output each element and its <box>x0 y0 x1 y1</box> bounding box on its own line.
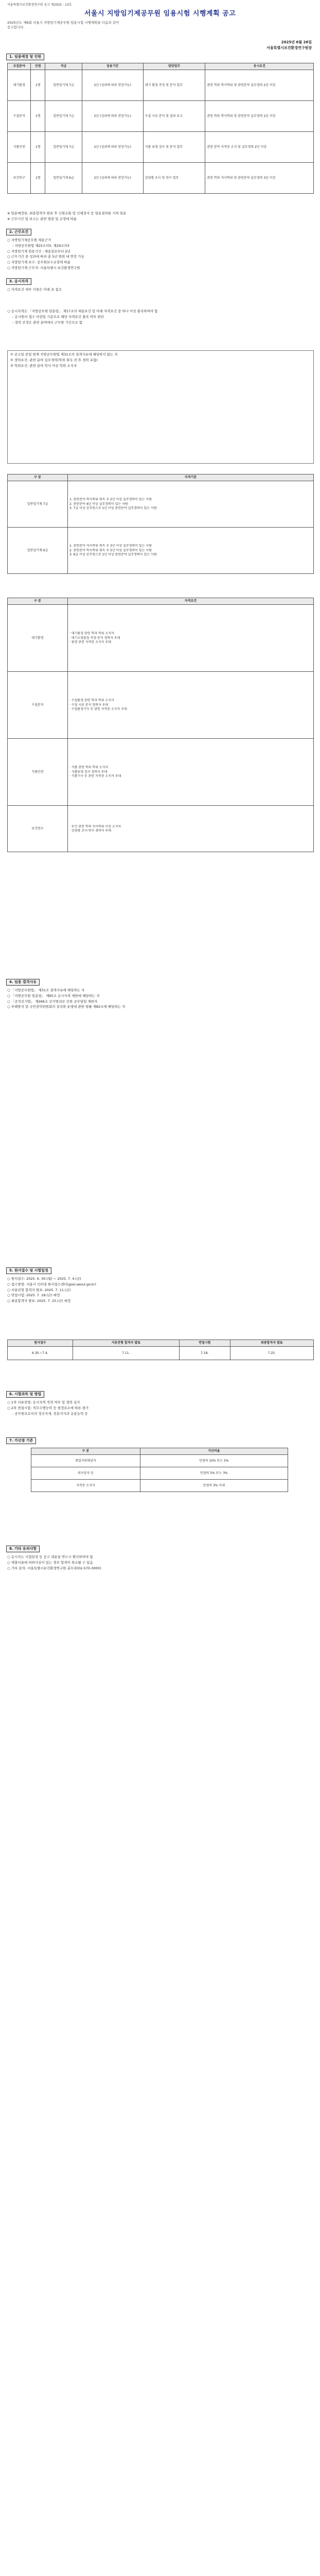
table-row <box>31 1467 288 1480</box>
table-row <box>31 1480 288 1492</box>
disqualify-line: ○ 「지방공무원법」 제31조 결격사유에 해당하는 자 <box>7 988 85 992</box>
field-cell: 수질분석 <box>8 672 68 739</box>
table-row <box>8 739 314 806</box>
table-header-row <box>31 1448 288 1455</box>
count-cell: 1명 <box>31 101 45 132</box>
table-row <box>8 101 314 132</box>
criteria-line: 3. 6급 이상 공무원으로 1년 이상 관련분야 실무경력이 있는 사람 <box>69 552 157 556</box>
field-cell: 수질분석 <box>8 101 31 132</box>
grade-cell: 일반임기제 7급 <box>8 481 68 528</box>
condition-line: ○ 지방임기제 임용기간 : 채용일로부터 2년 <box>7 249 70 253</box>
table-header-row <box>8 474 314 481</box>
col-header: 임용기간 <box>82 63 143 70</box>
grade-cell: 일반임기제 7급 <box>45 101 82 132</box>
exam-line: - 공무원으로서의 정신자세, 전문지식과 응용능력 등 <box>12 1411 88 1416</box>
schedule-cell: 6.30.~7.4. <box>8 1347 73 1360</box>
section-schedule-heading <box>6 1267 51 1274</box>
req-cell: 관련 학과 석사학위 및 관련분야 실무경력 3년 이상 <box>205 163 314 194</box>
col-header: 자격요건 <box>68 598 314 605</box>
section-positions-heading <box>6 54 44 60</box>
req-line: · 수질환경 관련 학과 학위 소지자 <box>69 699 114 703</box>
table-header-row <box>8 1340 314 1347</box>
section-title: 8. 기타 유의사항 <box>6 1546 40 1552</box>
req-line: · 감염병 조사·연구 경력자 우대 <box>69 828 111 833</box>
section-title: 2. 근무조건 <box>6 229 31 235</box>
field-cell: 식품안전 <box>8 739 68 806</box>
notice-date: 2025년 6월 26일 <box>281 40 312 44</box>
criteria-cell <box>68 481 314 528</box>
duty-cell: 대기 환경 측정 및 분석 업무 <box>143 70 205 101</box>
duty-cell: 감염병 조사 및 연구 업무 <box>143 163 205 194</box>
criteria-cell <box>68 528 314 574</box>
req-cell: 관련 학과 학사학위 및 관련분야 실무경력 2년 이상 <box>205 70 314 101</box>
table-row <box>8 672 314 739</box>
col-header: 서류전형 합격자 발표 <box>73 1340 179 1347</box>
table-row <box>8 70 314 101</box>
disqualify-line: ○ 「공직선거법」 제266조 선거범죄로 인한 공무담임 제한자 <box>7 999 98 1004</box>
page-title: 서울시 지방임기제공무원 임용시험 시행계획 공고 <box>84 10 236 18</box>
count-cell: 1명 <box>31 132 45 163</box>
schedule-line: ○ 최종합격자 발표: 2025. 7. 25.(금) 예정 <box>7 1299 71 1303</box>
section-title: 6. 시험과목 및 방법 <box>6 1391 44 1398</box>
period-cell: 2년 (성과에 따라 연장가능) <box>82 101 143 132</box>
period-cell: 2년 (성과에 따라 연장가능) <box>82 132 143 163</box>
grade-cell: 일반임기제 7급 <box>45 70 82 101</box>
qualification-table <box>7 474 314 574</box>
section-exam-heading <box>6 1391 44 1398</box>
qualification-intro <box>7 287 314 293</box>
schedule-table <box>7 1340 314 1360</box>
bonus-table <box>31 1448 288 1492</box>
notice-number: 서울특별시보건환경연구원 공고 제2025 - 13호 <box>7 3 72 7</box>
section-title: 3. 응시자격 <box>6 278 31 285</box>
schedule-line: ○ 서류전형 합격자 발표: 2025. 7. 11.(금) <box>7 1287 71 1292</box>
qual-line: ○ 자격요건 세부 사항은 아래 표 참조 <box>7 287 62 292</box>
period-cell: 2년 (성과에 따라 연장가능) <box>82 70 143 101</box>
table-header-row <box>8 598 314 605</box>
duty-cell: 수질 시료 분석 및 결과 보고 <box>143 101 205 132</box>
bonus-type-cell: 의사상자 등 <box>31 1467 140 1480</box>
exam-list <box>7 1400 314 1417</box>
bonus-type-cell: 자격증 소지자 <box>31 1480 140 1492</box>
col-header: 구 분 <box>31 1448 140 1455</box>
schedule-line: ○ 면접시험: 2025. 7. 18.(금) 예정 <box>7 1293 60 1298</box>
req-line: · 환경 관련 자격증 소지자 우대 <box>69 640 111 644</box>
section-bonus-heading <box>6 1437 36 1444</box>
condition-line: ○ 지방임기제 근무지: 서울특별시 보건환경연구원 <box>7 265 80 270</box>
section-disqualify-heading <box>6 979 40 986</box>
qual-line: - 경력 산정은 관련 분야에서 근무한 기간으로 함 <box>12 320 83 325</box>
criteria-line: 1. 관련분야 석사학위 취득 후 3년 이상 실무경력이 있는 사람 <box>69 544 152 548</box>
table-notes <box>7 211 314 223</box>
section-title: 5. 원서접수 및 시험일정 <box>6 1267 51 1274</box>
col-header: 담당업무 <box>143 63 205 70</box>
bonus-type-cell: 취업지원대상자 <box>31 1455 140 1467</box>
count-cell: 1명 <box>31 163 45 194</box>
qual-line: ② 경력요건: 관련 분야 실무경력(학위 취득 전·후 경력 포함) <box>10 358 98 362</box>
table-row <box>31 1455 288 1467</box>
col-header: 최종합격자 발표 <box>230 1340 313 1347</box>
table-header-row <box>8 63 314 70</box>
condition-line: - 지방공무원법 제25조의5, 제29조의3 <box>12 243 69 248</box>
field-cell: 대기환경 <box>8 70 31 101</box>
positions-table <box>7 63 314 194</box>
col-header: 인원 <box>31 63 45 70</box>
qual-line: ① 공고일 전일 현재 지방공무원법 제31조의 결격사유에 해당하지 않는 자 <box>10 352 118 357</box>
disqualify-line: ○ 「지방공무원 임용령」 제65조 응시자격 제한에 해당하는 자 <box>7 993 100 998</box>
schedule-cell: 7.11. <box>73 1347 179 1360</box>
qual-line: ○ 응시자격은 「지방공무원 임용령」 제17조의 채용요건 및 아래 자격요건 중 하나 이상 충족하여야 함 <box>7 309 158 313</box>
req-cell: 관련 분야 자격증 소지 및 실무경력 2년 이상 <box>205 132 314 163</box>
qual-line: ③ 학위요건: 관련 분야 학사 이상 학위 소지자 <box>10 363 77 368</box>
req-cell <box>68 739 314 806</box>
schedule-cell: 7.25. <box>230 1347 313 1360</box>
table-row <box>8 528 314 574</box>
note-line: ○ 기타 문의: 서울특별시보건환경연구원 총무과(02-570-3000) <box>7 1566 101 1570</box>
exam-line: ○ 2차 면접시험: 직무수행능력 등 평정요소에 따른 평가 <box>7 1405 89 1410</box>
condition-line: ○ 지방임기제공무원 채용근거 <box>7 238 51 242</box>
col-header: 구 분 <box>8 598 68 605</box>
qualification-box <box>7 350 314 464</box>
table-row <box>8 163 314 194</box>
req-line: · 식품위생 검사 경력자 우대 <box>69 770 108 774</box>
qual-line: - 응시원서 접수 마감일 기준으로 해당 자격요건 충족 여부 판단 <box>12 314 104 319</box>
req-cell <box>68 605 314 672</box>
count-cell: 1명 <box>31 70 45 101</box>
condition-line: ○ 근무기간 중 성과에 따라 총 5년 범위 내 연장 가능 <box>7 255 84 259</box>
schedule-line: ○ 접수방법: 서울시 인터넷 원서접수센터(gosi.seoul.go.kr) <box>7 1282 96 1286</box>
intro-line: 2025년도 제6회 서울시 지방임기제공무원 임용시험 시행계획을 다음과 같이 <box>7 21 119 25</box>
schedule-list <box>7 1277 314 1304</box>
req-line: · 식품기사 등 관련 자격증 소지자 우대 <box>69 774 121 778</box>
issuing-org: 서울특별시보건환경연구원장 <box>266 46 312 50</box>
col-header: 직급 <box>45 63 82 70</box>
note-line: ※ 근무시간 및 보수는 관련 법령 및 규정에 따름 <box>7 216 77 221</box>
req-line: · 보건 관련 학과 석사학위 이상 소지자 <box>69 824 121 828</box>
req-line: · 수질환경기사 등 관련 자격증 소지자 우대 <box>69 707 127 711</box>
period-cell: 2년 (성과에 따라 연장가능) <box>82 163 143 194</box>
section-title: 7. 가산점 기준 <box>6 1437 36 1444</box>
req-line: · 식품 관련 학과 학위 소지자 <box>69 766 109 770</box>
condition-line: ○ 지방임기제 보수: 공무원보수규정에 따름 <box>7 260 70 265</box>
col-header: 응시요건 <box>205 63 314 70</box>
exam-line: ○ 1차 서류전형: 응시자격 적격 여부 및 경력 심사 <box>7 1400 80 1404</box>
grade-cell: 일반임기제 6급 <box>8 528 68 574</box>
table-row <box>8 1347 314 1360</box>
duty-qualification-table <box>7 598 314 852</box>
req-line: · 대기환경 관련 학과 학위 소지자 <box>69 632 114 636</box>
qualification-text <box>7 309 314 326</box>
col-header: 모집분야 <box>8 63 31 70</box>
section-title: 1. 임용예정 및 인원 <box>6 54 44 60</box>
col-header: 자격기준 <box>68 474 314 481</box>
col-header: 가산비율 <box>140 1448 288 1455</box>
req-line: · 대기오염물질 측정·분석 경력자 우대 <box>69 636 120 640</box>
disqualify-line: ○ 부패방지 및 국민권익위원회의 설치와 운영에 관한 법률 제82조에 해당하는 자 <box>7 1005 126 1009</box>
intro-text <box>7 21 311 30</box>
criteria-line: 3. 7급 이상 공무원으로 1년 이상 관련분야 실무경력이 있는 사람 <box>69 506 157 510</box>
section-notes-heading <box>6 1546 40 1552</box>
note-line: ○ 제출서류에 허위사실이 있는 경우 합격이 취소될 수 있음 <box>7 1560 93 1565</box>
req-cell <box>68 806 314 852</box>
note-line: ○ 응시자는 시험일정 등 공고 내용을 반드시 확인하여야 함 <box>7 1555 93 1559</box>
col-header: 면접시험 <box>179 1340 230 1347</box>
schedule-line: ○ 원서접수: 2025. 6. 30.(월) ~ 2025. 7. 4.(금) <box>7 1277 81 1281</box>
section-conditions-heading <box>6 229 31 235</box>
criteria-line: 2. 관련분야 학사학위 취득 후 5년 이상 실무경력이 있는 사람 <box>69 548 152 552</box>
field-cell: 식품안전 <box>8 132 31 163</box>
field-cell: 대기환경 <box>8 605 68 672</box>
field-cell: 보건연구 <box>8 806 68 852</box>
criteria-line: 2. 관련분야 4년 이상 실무경력이 있는 사람 <box>69 502 128 506</box>
date-block <box>266 40 312 52</box>
intro-line: 공고합니다. <box>7 25 25 29</box>
col-header: 원서접수 <box>8 1340 73 1347</box>
bonus-rate-cell: 만점의 5% 또는 3% <box>140 1467 288 1480</box>
conditions-list <box>7 238 314 272</box>
bonus-rate-cell: 만점의 3% 이내 <box>140 1480 288 1492</box>
bonus-rate-cell: 만점의 10% 또는 5% <box>140 1455 288 1467</box>
schedule-cell: 7.18. <box>179 1347 230 1360</box>
req-line: · 수질 시료 분석 경력자 우대 <box>69 703 109 707</box>
note-line: ※ 임용예정일: 최종합격자 발표 후 신원조회 및 신체검사 등 임용절차를 거쳐 임용 <box>7 211 127 215</box>
field-cell: 보건연구 <box>8 163 31 194</box>
duty-cell: 식품 위생 검사 및 분석 업무 <box>143 132 205 163</box>
req-cell: 관련 학과 학사학위 및 관련분야 실무경력 2년 이상 <box>205 101 314 132</box>
criteria-line: 1. 관련분야 학사학위 취득 후 2년 이상 실무경력이 있는 사람 <box>69 498 152 502</box>
disqualify-list <box>7 988 314 1010</box>
table-row <box>8 132 314 163</box>
table-row <box>8 806 314 852</box>
section-qualification-heading <box>6 278 31 285</box>
table-row <box>8 481 314 528</box>
grade-cell: 일반임기제 6급 <box>45 163 82 194</box>
section-title: 4. 임용 결격사유 <box>6 979 40 986</box>
grade-cell: 일반임기제 7급 <box>45 132 82 163</box>
notes-list <box>7 1555 314 1571</box>
table-row <box>8 605 314 672</box>
col-header: 구 분 <box>8 474 68 481</box>
req-cell <box>68 672 314 739</box>
